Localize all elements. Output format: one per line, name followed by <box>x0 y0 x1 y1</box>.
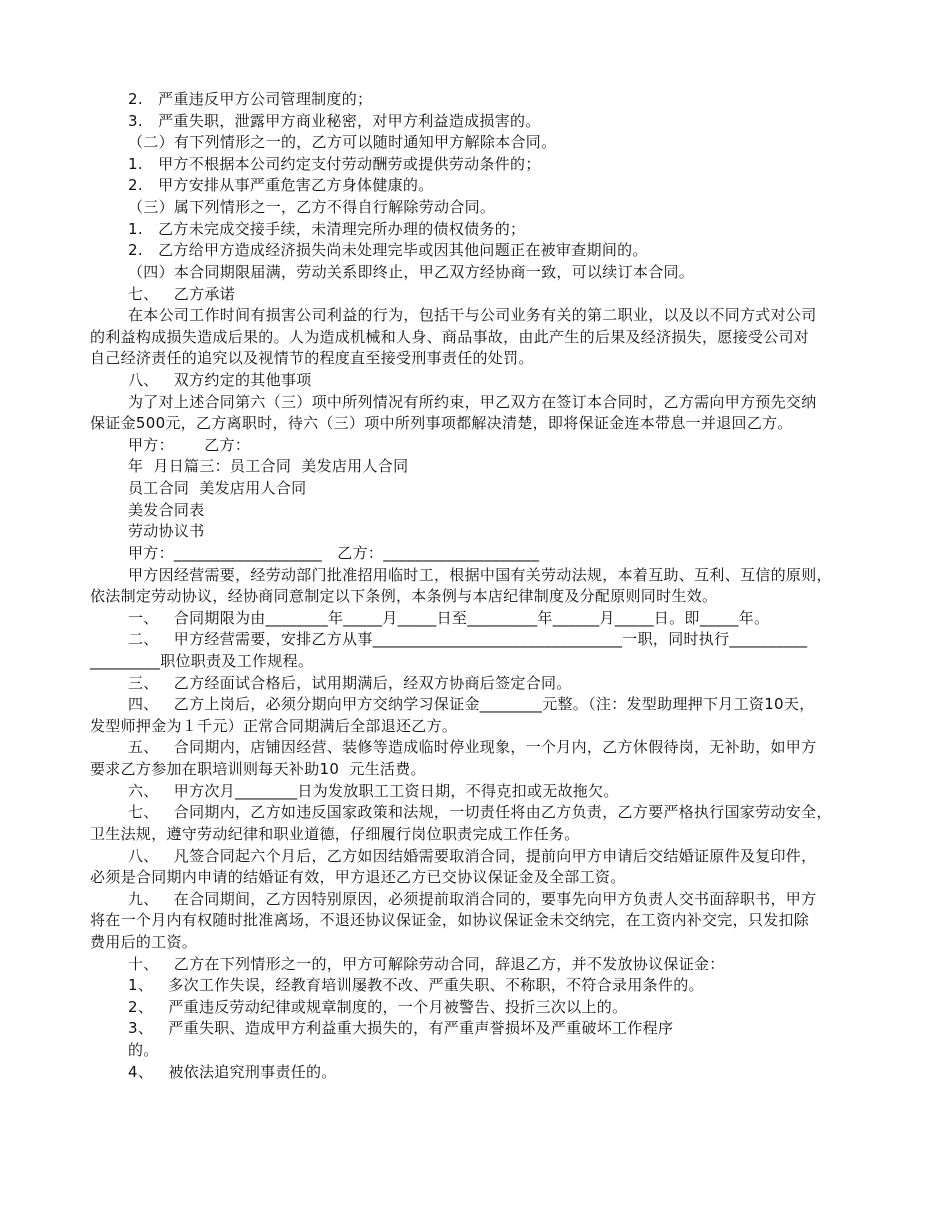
list-item: 4、 被依法追究刑事责任的。 <box>128 1063 337 1081</box>
text-line: 3. 严重失职，泄露甲方商业秘密，对甲方利益造成损害的。 <box>128 112 541 130</box>
text-line: 费用后的工资。 <box>90 933 198 951</box>
text-line: 必须是合同期内申请的结婚证有效，甲方退还乙方已交协议保证金及全部工资。 <box>90 868 626 886</box>
clause-line: 四、 乙方上岗后，必须分期向甲方交纳学习保证金________元整。（注：发型助理押下月工资10天， <box>128 695 815 713</box>
clause-line: 三、 乙方经面试合格后，试用期满后，经双方协商后签定合同。 <box>128 674 572 692</box>
text-line: 年 月日篇三：员工合同 美发店用人合同 <box>128 457 409 475</box>
text-line: 卫生法规，遵守劳动纪律和职业道德，仔细履行岗位职责完成工作任务。 <box>90 825 580 843</box>
text-line: 要求乙方参加在职培训则每天补助10 元生活费。 <box>90 760 426 778</box>
list-item: 2、 严重违反劳动纪律或规章制度的，一个月被警告、投折三次以上的。 <box>128 998 628 1016</box>
text-line: 美发合同表 <box>128 501 205 519</box>
text-line: （四）本合同期限届满，劳动关系即终止，甲乙双方经协商一致，可以续订本合同。 <box>128 263 695 281</box>
text-line: 2. 乙方给甲方造成经济损失尚未处理完毕或因其他问题正在被审查期间的。 <box>128 241 648 259</box>
clause-line: 一、 合同期限为由________年_____月_____日至_________年______月_____日。即_____年。 <box>128 609 770 627</box>
clause-line: 七、 合同期内，乙方如违反国家政策和法规，一切责任将由乙方负责，乙方要严格执行国家劳动安全， <box>128 803 832 821</box>
text-line: 保证金500元，乙方离职时，待六（三）项中所列事项都解决清楚，即将保证金连本带息一并退回乙方。 <box>90 414 793 432</box>
clause-line: 五、 合同期内，店铺因经营、装修等造成临时停业现象，一个月内，乙方休假待岗，无补助，如甲方 <box>128 738 817 756</box>
text-line: _________职位职责及工作规程。 <box>90 652 314 670</box>
text-line: 的。 <box>128 1041 159 1059</box>
clause-line: 六、 甲方次月________日为发放职工工资日期，不得克扣或无故拖欠。 <box>128 782 619 800</box>
text-line: 为了对上述合同第六（三）项中所列情况有所约束，甲乙双方在签订本合同时，乙方需向甲方预先交纳 <box>128 393 817 411</box>
text-line: 2. 严重违反甲方公司管理制度的； <box>128 90 373 108</box>
clause-line: 十、 乙方在下列情形之一的，甲方可解除劳动合同，辞退乙方，并不发放协议保证金： <box>128 955 725 973</box>
text-line: 在本公司工作时间有损害公司利益的行为，包括干与公司业务有关的第二职业，以及以不同方式对公司 <box>128 306 817 324</box>
list-item: 1、 多次工作失误，经教育培训屡教不改、严重失职、不称职，不符合录用条件的。 <box>128 976 704 994</box>
text-line: 2. 甲方安排从事严重危害乙方身体健康的。 <box>128 176 434 194</box>
text-line: 甲方因经营需要，经劳动部门批准招用临时工，根据中国有关劳动法规，本着互助、互利、互信的原则， <box>128 566 832 584</box>
clause-line: 二、 甲方经营需要，安排乙方从事________________________________一职，同时执行__________ <box>128 630 808 648</box>
text-line: 自己经济责任的追究以及视情节的程度直至接受刑事责任的处罚。 <box>90 349 534 367</box>
party-line: 甲方：___________________ 乙方：____________________ <box>128 544 540 562</box>
text-line: 将在一个月内有权随时批准离场，不退还协议保证金，如协议保证金未交纳完，在工资内补交完，只发扣除 <box>90 911 810 929</box>
text-line: （二）有下列情形之一的，乙方可以随时通知甲方解除本合同。 <box>128 133 557 151</box>
document-title: 劳动协议书 <box>128 522 205 540</box>
text-line: 发型师押金为１千元）正常合同期满后全部退还乙方。 <box>90 717 458 735</box>
text-line: 1. 甲方不根据本公司约定支付劳动酬劳或提供劳动条件的； <box>128 155 541 173</box>
section-heading: 八、 双方约定的其他事项 <box>128 371 312 389</box>
text-line: 员工合同 美发店用人合同 <box>128 479 307 497</box>
list-item: 3、 严重失职、造成甲方利益重大损失的，有严重声誉损坏及严重破坏工作程序 <box>128 1019 674 1037</box>
text-line: 依法制定劳动协议，经协商同意制定以下条例，本条例与本店纪律制度及分配原则同时生效。 <box>90 587 718 605</box>
clause-line: 九、 在合同期间，乙方因特别原因，必须提前取消合同的，要事先向甲方负责人交书面辞职书，甲方 <box>128 890 817 908</box>
section-heading: 七、 乙方承诺 <box>128 285 236 303</box>
text-line: （三）属下列情形之一，乙方不得自行解除劳动合同。 <box>128 198 496 216</box>
text-line: 1. 乙方未完成交接手续，未清理完所办理的债权债务的； <box>128 220 526 238</box>
signature-line: 甲方： 乙方： <box>128 436 251 454</box>
clause-line: 八、 凡签合同起六个月后，乙方如因结婚需要取消合同，提前向甲方申请后交结婚证原件及复印件， <box>128 847 817 865</box>
text-line: 的利益构成损失造成后果的。人为造成机械和人身、商品事故，由此产生的后果及经济损失，愿接受公司对 <box>90 328 810 346</box>
